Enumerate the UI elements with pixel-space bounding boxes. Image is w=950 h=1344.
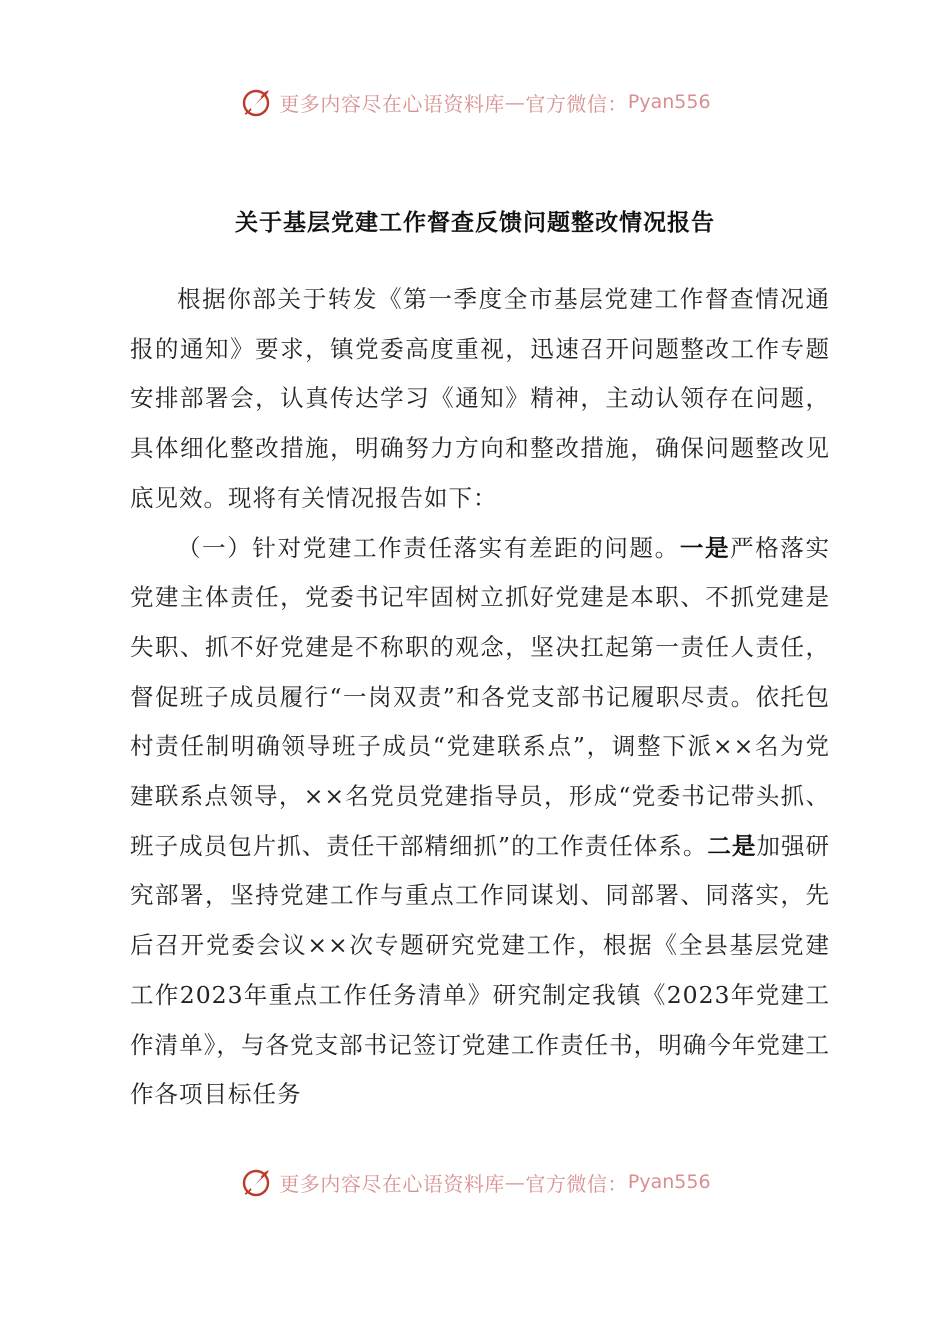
point-1-label: 一是	[679, 533, 731, 562]
watermark-banner-top	[0, 82, 950, 122]
point-2-text: 加强研究部署，坚持党建工作与重点工作同谋划、同部署、同落实，先后召开党委会议××次专题研究党建工作，根据《全县基层党建工作2023年重点工作任务清单》研究制定我镇《2023年党建工作清单》，与各党支部书记签订党建工作责任书，明确今年党建工作各项目标任务	[130, 831, 831, 1109]
quill-pen-logo-icon	[239, 84, 275, 120]
point-1-text: 严格落实党建主体责任，党委书记牢固树立抓好党建是本职、不抓党建是失职、抓不好党建是不称职的观念，坚决扛起第一责任人责任，督促班子成员履行“一岗双责”和各党支部书记履职尽责。依托包村责任制明确领导班子成员“党建联系点”，调整下派××名为党建联系点领导，××名党员党建指导员，形成“党委书记带头抓、班子成员包片抓、责任干部精细抓”的工作责任体系。	[130, 533, 831, 860]
watermark-wechat-label: 官方微信：	[525, 1171, 628, 1196]
watermark-separator: —	[504, 90, 526, 114]
watermark-site-text: 更多内容尽在心语资料库	[279, 1171, 505, 1196]
section-1-paragraph	[130, 524, 830, 1120]
intro-paragraph: 根据你部关于转发《第一季度全市基层党建工作督查情况通报的通知》要求，镇党委高度重视，迅速召开问题整改工作专题安排部署会，认真传达学习《通知》精神，主动认领存在问题，具体细化整改措施，明确努力方向和整改措施，确保问题整改见底见效。现将有关情况报告如下：	[130, 285, 830, 512]
watermark-wechat-id: Pyan556	[627, 91, 711, 113]
document-title: 关于基层党建工作督查反馈问题整改情况报告	[235, 210, 715, 236]
point-2-label: 二是	[707, 831, 757, 860]
section-1-lead: （一）针对党建工作责任落实有差距的问题。	[177, 533, 680, 562]
quill-pen-logo-icon	[239, 1164, 275, 1200]
watermark-wechat-label: 官方微信：	[525, 91, 628, 116]
document-body	[130, 275, 830, 1120]
watermark-separator: —	[504, 1170, 526, 1194]
watermark-wechat-id: Pyan556	[627, 1171, 711, 1193]
watermark-site-text: 更多内容尽在心语资料库	[279, 91, 505, 116]
watermark-banner-bottom	[0, 1162, 950, 1202]
